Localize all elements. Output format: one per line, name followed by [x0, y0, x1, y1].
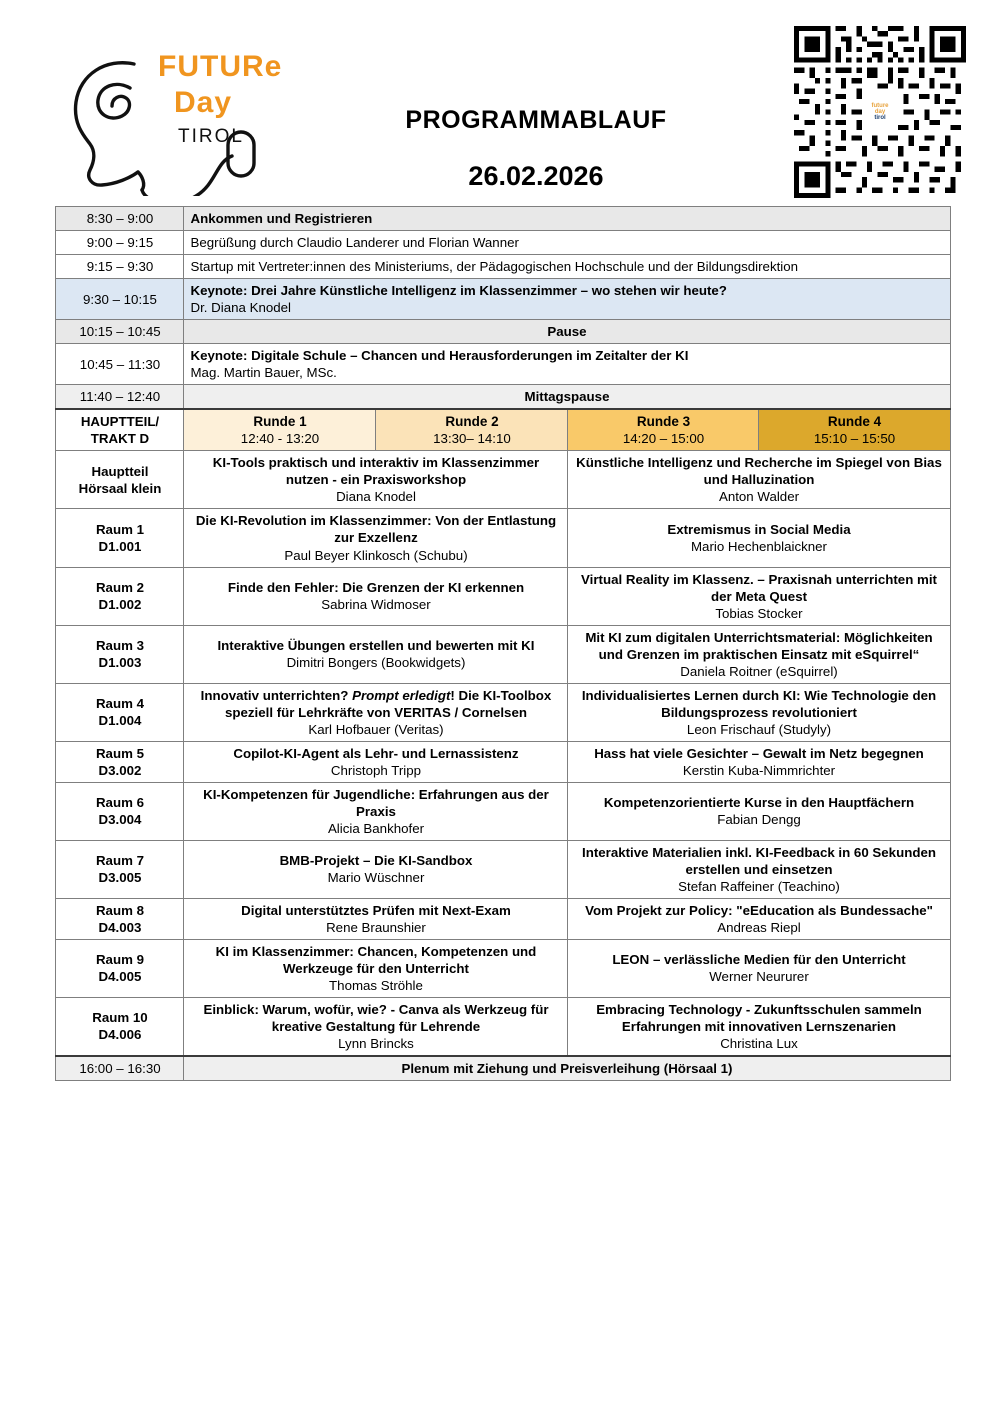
room-cell: Raum 8 D4.003 — [56, 898, 184, 939]
session-cell: Ankommen und Registrieren — [184, 207, 950, 231]
time-cell: 9:00 – 9:15 — [56, 231, 184, 255]
room-cell: Raum 1 D1.001 — [56, 509, 184, 567]
session-cell: Copilot-KI-Agent als Lehr- und Lernassistenz Christoph Tripp — [184, 741, 568, 782]
session-cell: Vom Projekt zur Policy: "eEducation als Bundessache" Andreas Riepl — [568, 898, 950, 939]
session-speaker: Mag. Martin Bauer, MSc. — [190, 365, 337, 381]
table-row — [56, 898, 950, 939]
session-cell: Plenum mit Ziehung und Preisverleihung (Hörsaal 1) — [184, 1056, 950, 1081]
session-cell: Mittagspause — [184, 385, 950, 410]
session-cell: KI-Tools praktisch und interaktiv im Klassenzimmer nutzen - ein Praxisworkshop Diana Knodel — [184, 451, 568, 509]
svg-text:Day: Day — [174, 86, 233, 119]
table-row — [56, 683, 950, 741]
session-cell: Künstliche Intelligenz und Recherche im Spiegel von Bias und Halluzination Anton Walder — [568, 451, 950, 509]
table-row — [56, 939, 950, 997]
time-cell: 10:45 – 11:30 — [56, 344, 184, 385]
table-row — [56, 567, 950, 625]
table-row — [56, 1056, 950, 1081]
room-cell: Raum 9 D4.005 — [56, 939, 184, 997]
table-row — [56, 279, 950, 320]
event-date: 26.02.2026 — [468, 161, 604, 191]
session-cell: LEON – verlässliche Medien für den Unterricht Werner Neururer — [568, 939, 950, 997]
table-row — [56, 344, 950, 385]
room-cell: Raum 2 D1.002 — [56, 567, 184, 625]
time-cell: 9:15 – 9:30 — [56, 255, 184, 279]
room-cell: Raum 4 D1.004 — [56, 683, 184, 741]
table-row — [56, 320, 950, 344]
session-cell: KI-Kompetenzen für Jugendliche: Erfahrungen aus der Praxis Alicia Bankhofer — [184, 782, 568, 840]
table-row — [56, 451, 950, 509]
rounds-header-row — [56, 409, 950, 451]
session-cell: Innovativ unterrichten? Prompt erledigt! Die KI-Toolbox speziell für Lehrkräfte von VERITAS / Cornelsen Karl Hofbauer (Veritas) — [184, 683, 568, 741]
round-header-1: Runde 1 12:40 - 13:20 — [184, 409, 376, 451]
table-row — [56, 231, 950, 255]
session-cell: Pause — [184, 320, 950, 344]
session-cell: Hass hat viele Gesichter – Gewalt im Netz begegnen Kerstin Kuba-Nimmrichter — [568, 741, 950, 782]
session-title: Keynote: Digitale Schule – Chancen und Herausforderungen im Zeitalter der KI — [190, 348, 689, 364]
time-cell: 9:30 – 10:15 — [56, 279, 184, 320]
qr-block — [776, 18, 966, 198]
table-row — [56, 741, 950, 782]
round-header-2: Runde 2 13:30– 14:10 — [376, 409, 568, 451]
session-cell: Kompetenzorientierte Kurse in den Hauptfächern Fabian Dengg — [568, 782, 950, 840]
session-cell: Interaktive Übungen erstellen und bewerten mit KI Dimitri Bongers (Bookwidgets) — [184, 625, 568, 683]
session-speaker: Dr. Diana Knodel — [190, 300, 292, 316]
session-cell: Mit KI zum digitalen Unterrichtsmaterial: Möglichkeiten und Grenzen im praktischen Einsatz mit eSquirrel“ Daniela Roitner (eSquirrel) — [568, 625, 950, 683]
table-row — [56, 207, 950, 231]
table-row — [56, 385, 950, 410]
session-cell — [184, 279, 950, 320]
session-cell: Individualisiertes Lernen durch KI: Wie Technologie den Bildungsprozess revolutioniert Leon Frischauf (Studyly) — [568, 683, 950, 741]
trakt-label: HAUPTTEIL/ TRAKT D — [56, 409, 184, 451]
table-row — [56, 255, 950, 279]
round-header-3: Runde 3 14:20 – 15:00 — [568, 409, 759, 451]
logo — [46, 18, 296, 196]
session-cell: Extremismus in Social Media Mario Hechenblaickner — [568, 509, 950, 567]
svg-text:FUTURe: FUTURe — [158, 50, 283, 83]
session-cell: Startup mit Vertreter:innen des Ministeriums, der Pädagogischen Hochschule und der Bildungsdirektion — [184, 255, 950, 279]
program-table — [55, 206, 950, 1081]
page-header — [0, 0, 1006, 200]
session-cell: Virtual Reality im Klassenz. – Praxisnah unterrichten mit der Meta Quest Tobias Stocker — [568, 567, 950, 625]
table-row — [56, 509, 950, 567]
time-cell: 8:30 – 9:00 — [56, 207, 184, 231]
room-cell: Raum 7 D3.005 — [56, 840, 184, 898]
session-title: Keynote: Drei Jahre Künstliche Intelligenz im Klassenzimmer – wo stehen wir heute? — [190, 283, 727, 299]
table-row — [56, 840, 950, 898]
session-cell: Begrüßung durch Claudio Landerer und Florian Wanner — [184, 231, 950, 255]
svg-text:TIROL: TIROL — [178, 126, 244, 147]
session-cell: Die KI-Revolution im Klassenzimmer: Von der Entlastung zur Exzellenz Paul Beyer Klinkosch (Schubu) — [184, 509, 568, 567]
room-cell: Hauptteil Hörsaal klein — [56, 451, 184, 509]
room-cell: Raum 5 D3.002 — [56, 741, 184, 782]
session-cell: Embracing Technology - Zukunftsschulen sammeln Erfahrungen mit innovativen Lernszenarien Christina Lux — [568, 997, 950, 1056]
round-header-4: Runde 4 15:10 – 15:50 — [759, 409, 950, 451]
session-cell: Interaktive Materialien inkl. KI-Feedback in 60 Sekunden erstellen und einsetzen Stefan Raffeiner (Teachino) — [568, 840, 950, 898]
session-cell: Digital unterstütztes Prüfen mit Next-Exam Rene Braunshier — [184, 898, 568, 939]
time-cell: 11:40 – 12:40 — [56, 385, 184, 410]
session-cell: Finde den Fehler: Die Grenzen der KI erkennen Sabrina Widmoser — [184, 567, 568, 625]
table-row — [56, 625, 950, 683]
session-cell — [184, 344, 950, 385]
room-cell: Raum 10 D4.006 — [56, 997, 184, 1056]
qr-center-logo-icon: future day tirol — [862, 94, 898, 130]
session-cell: Einblick: Warum, wofür, wie? - Canva als Werkzeug für kreative Gestaltung für Lehrende Lynn Brincks — [184, 997, 568, 1056]
page-title: PROGRAMMABLAUF — [405, 106, 667, 134]
future-day-tirol-logo-icon — [46, 36, 286, 196]
room-cell: Raum 6 D3.004 — [56, 782, 184, 840]
time-cell: 16:00 – 16:30 — [56, 1056, 184, 1081]
session-title-row4: Innovativ unterrichten? Prompt erledigt! Die KI-Toolbox speziell für Lehrkräfte von VERITAS / Cornelsen — [200, 687, 552, 720]
table-row — [56, 997, 950, 1056]
title-block — [296, 18, 776, 192]
session-cell: KI im Klassenzimmer: Chancen, Kompetenzen und Werkzeuge für den Unterricht Thomas Ströhle — [184, 939, 568, 997]
room-cell: Raum 3 D1.003 — [56, 625, 184, 683]
time-cell: 10:15 – 10:45 — [56, 320, 184, 344]
session-cell: BMB-Projekt – Die KI-Sandbox Mario Wüschner — [184, 840, 568, 898]
table-row — [56, 782, 950, 840]
